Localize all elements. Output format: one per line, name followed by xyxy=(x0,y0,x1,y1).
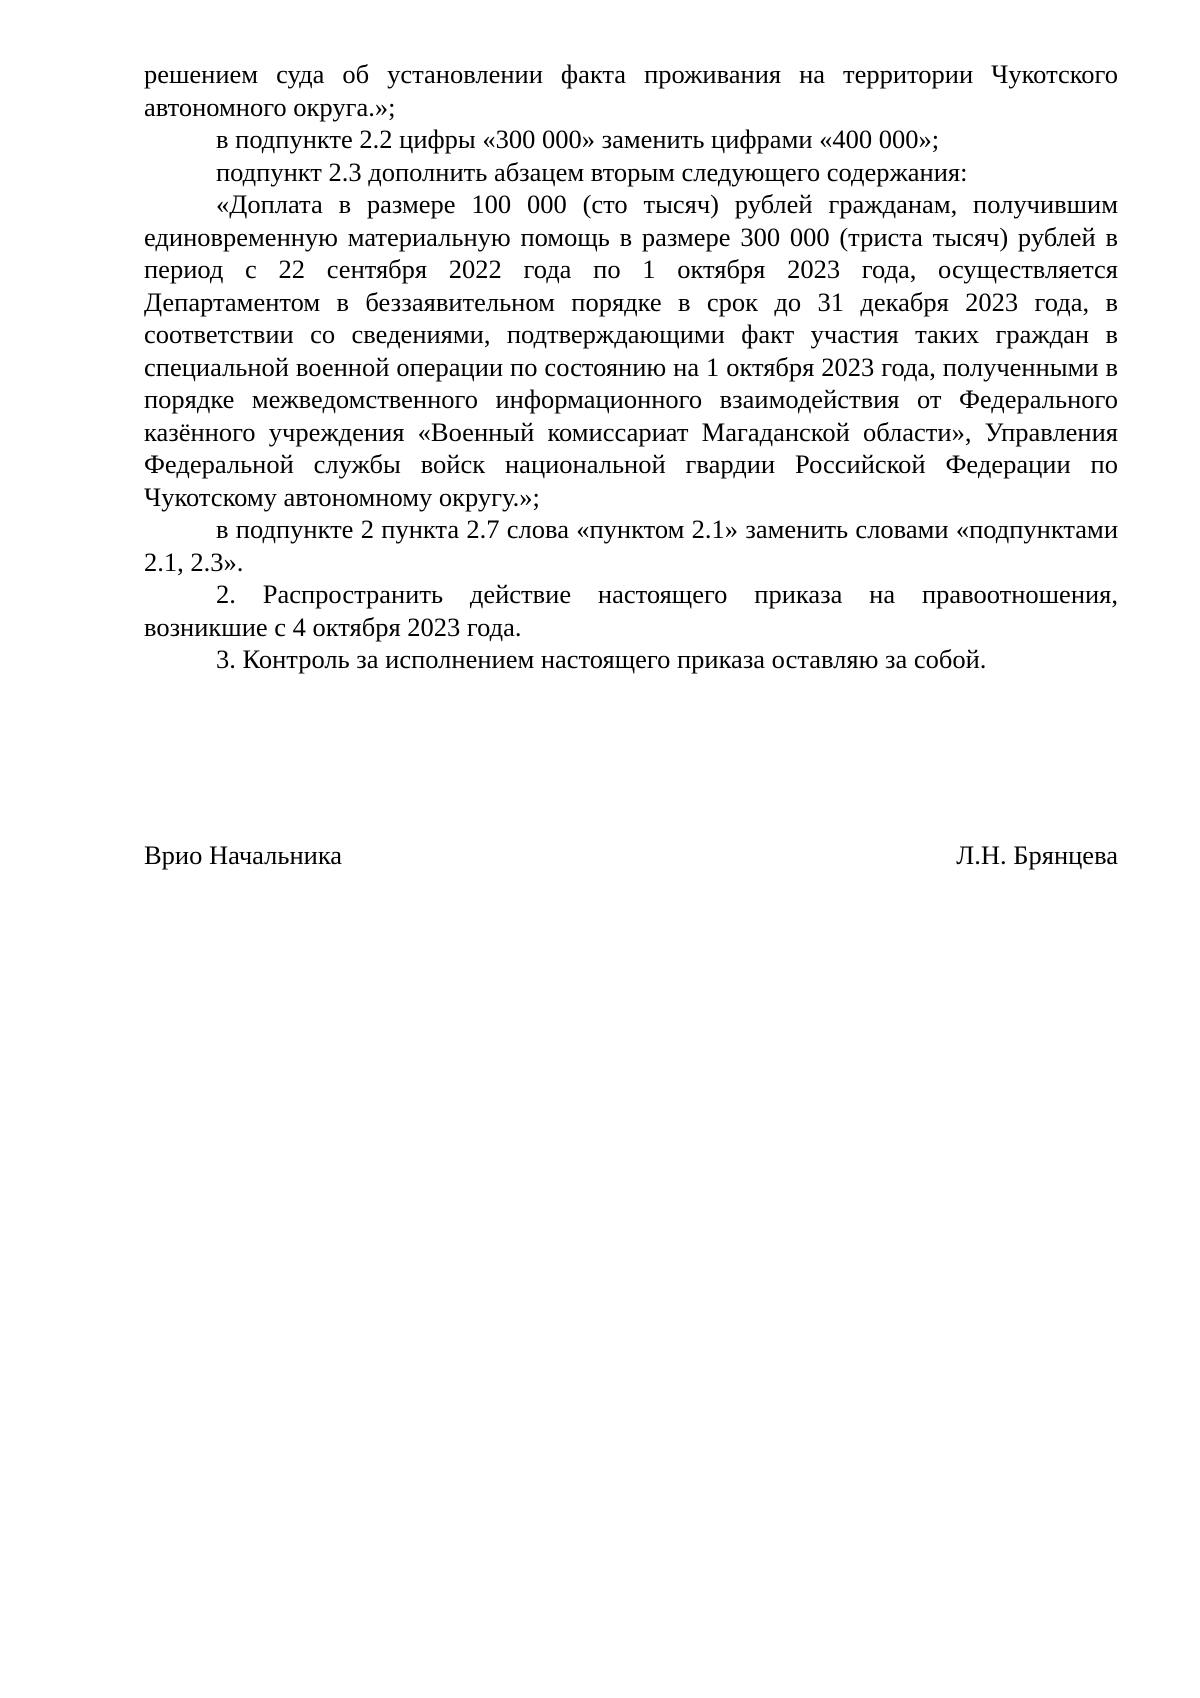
paragraph-amendment-2-7: в подпункте 2 пункта 2.7 слова «пунктом 2.1» заменить словами «подпунктами 2.1, 2.3». xyxy=(144,514,1118,577)
paragraph-item-3: 3. Контроль за исполнением настоящего приказа оставляю за собой. xyxy=(216,644,987,674)
paragraph-continuation: решением суда об установлении факта проживания на территории Чукотского автономного округа.»; xyxy=(144,59,1118,122)
signature-block xyxy=(144,839,1118,872)
paragraph-amendment-2-2: в подпункте 2.2 цифры «300 000» заменить цифрами «400 000»; xyxy=(216,124,940,154)
paragraph-amendment-2-3: подпункт 2.3 дополнить абзацем вторым следующего содержания: xyxy=(216,156,968,187)
paragraph-quoted-text: «Доплата в размере 100 000 (сто тысяч) рублей гражданам, получившим единовременную материальную помощь в размере 300 000 (триста тысяч) рублей в период с 22 сентября 2022 года по 1 октября 2023 года, осуществляется Департаментом в беззаявительном порядке в срок до 31 декабря 2023 года, в соответствии со сведениями, подтверждающими факт участия таких граждан в специальной военной операции по состоянию на 1 октября 2023 года, полученными в порядке межведомственного информационного взаимодействия от Федерального казённого учреждения «Военный комиссариат Магаданской области», Управления Федеральной службы войск национальной гвардии Российской Федерации по Чукотскому автономному округу.»; xyxy=(144,189,1118,512)
signer-name: Л.Н. Брянцева xyxy=(956,840,1118,870)
signer-position: Врио Начальника xyxy=(144,840,343,870)
paragraph-item-2: 2. Распространить действие настоящего приказа на правоотношения, возникшие с 4 октября 2023 года. xyxy=(144,579,1118,642)
document-body xyxy=(144,58,1118,676)
